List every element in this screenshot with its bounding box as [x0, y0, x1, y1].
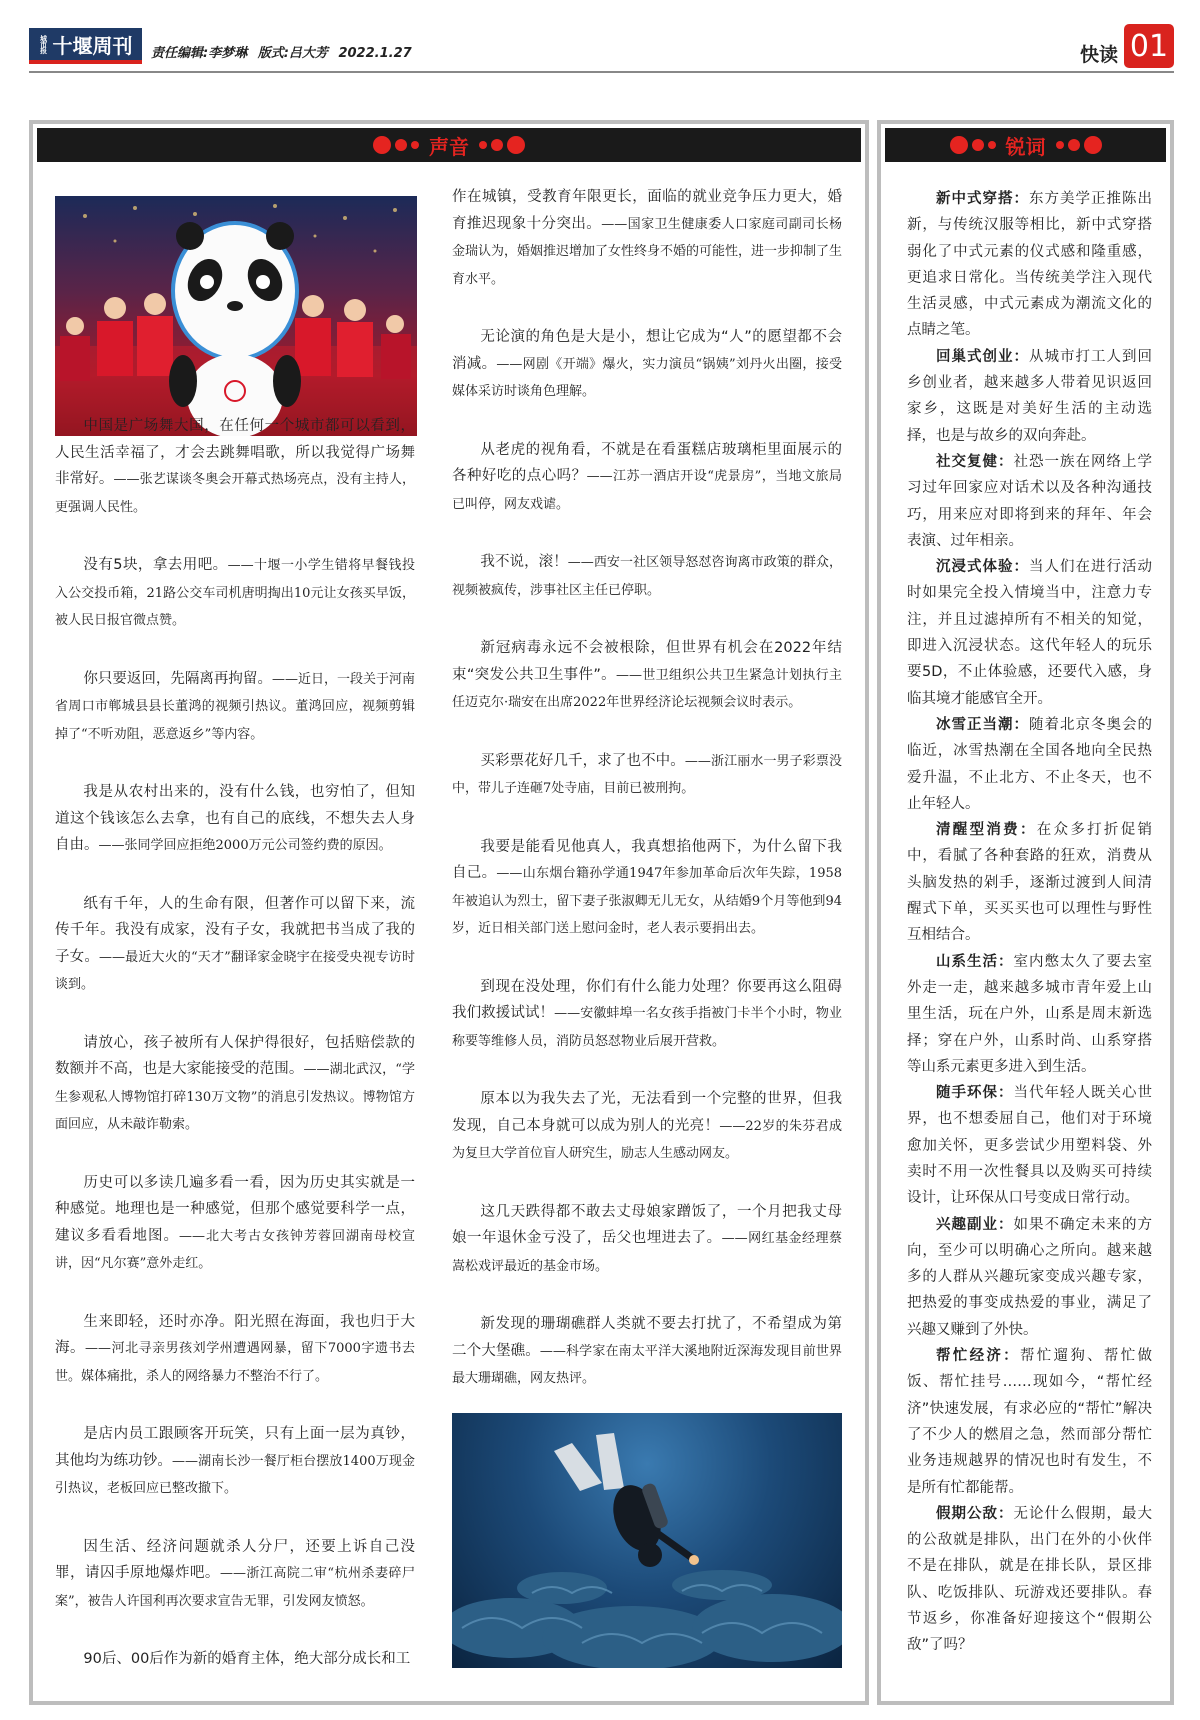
quote-item — [55, 1646, 415, 1674]
keywords-column — [907, 186, 1152, 1659]
quote-text: 买彩票花好几千，求了也不中。 — [480, 752, 685, 769]
quote-item — [452, 1311, 842, 1393]
quote-text: 新冠病毒永远不会被根除，但世界有机会在2022年结束“突发公共卫生事件”。 — [452, 640, 842, 683]
quote-text: 到现在没处理，你们有什么能力处理？你要再这么阻碍我们救援试试！ — [452, 978, 842, 1021]
quote-text: 我不说，滚！ — [480, 554, 568, 570]
keyword-term: 冰雪正当潮： — [936, 716, 1029, 733]
keyword-term: 帮忙经济： — [936, 1348, 1020, 1365]
keyword-text: 东方美学正推陈出新，与传统汉服等相比，新中式穿搭弱化了中式元素的仪式感和隆重感，更追求日常化。当传统美学注入现代生活灵感，中式元素成为潮流文化的点睛之笔。 — [907, 191, 1152, 339]
keyword-text: 当代年轻人既关心世界，也不想委屈自己，他们对于环境愈加关怀，更多尝试少用塑料袋、外卖时不用一次性餐具以及购买可持续设计，让环保从口号变成日常行动。 — [907, 1085, 1152, 1207]
section-name: 快读 — [1079, 44, 1118, 66]
keyword-entry — [907, 712, 1152, 817]
quote-item — [55, 1534, 415, 1616]
keyword-term: 社交复健： — [936, 453, 1014, 470]
quote-source: ——最近大火的“天才”翻译家金晓宇在接受央视专访时谈到。 — [55, 949, 416, 992]
keyword-text: 帮忙遛狗、帮忙做饭、帮忙挂号……现如今，“帮忙经济”快速发展，有求必应的“帮忙”解决了不少人的燃眉之急，然而部分帮忙业务违规越界的情况也时有发生，不是所有忙都能帮。 — [907, 1348, 1153, 1496]
quote-text: 纸有千年，人的生命有限，但著作可以留下来，流传千年。我没有成家，没有子女，我就把书当成了我的子女。 — [55, 895, 415, 965]
keyword-entry — [907, 554, 1152, 712]
keyword-term: 新中式穿搭： — [936, 191, 1029, 207]
quote-item — [452, 184, 842, 293]
quote-text: 中国是广场舞大国，在任何一个城市都可以看到，人民生活幸福了，才会去跳舞唱歌，所以我觉得广场舞非常好。 — [55, 418, 415, 487]
voices-header — [37, 128, 861, 162]
keyword-term: 沉浸式体验： — [936, 559, 1029, 576]
keyword-term: 兴趣副业： — [936, 1216, 1014, 1233]
editor-credit: 责任编辑:李梦琳 — [151, 46, 248, 61]
quote-source: ——浙江丽水一男子彩票没中，带儿子连砸7处寺庙，目前已被刑拘。 — [452, 753, 842, 796]
quote-text: 我是从农村出来的，没有什么钱，也穷怕了，但知道这个钱该怎么去拿，也有自己的底线，不想失去人身自由。 — [55, 784, 415, 853]
quote-source: ——浙江高院二审“杭州杀妻碎尸案”，被告人许国利再次要求宣告无罪，引发网友愤怒。 — [55, 1566, 415, 1609]
credits — [151, 42, 418, 61]
keyword-entry — [907, 1212, 1152, 1343]
quote-text: 作在城镇，受教育年限更长，面临的就业竞争压力更大，婚育推迟现象十分突出。 — [452, 189, 842, 232]
keyword-entry — [907, 344, 1152, 449]
keyword-term: 山系生活： — [936, 953, 1014, 970]
quote-text: 我要是能看见他真人，我真想掐他两下，为什么留下我自己。 — [452, 838, 842, 881]
quote-text: 生来即轻，还时亦净。阳光照在海面，我也归于大海。 — [55, 1313, 415, 1356]
quote-item — [55, 1170, 415, 1278]
masthead — [29, 24, 1174, 72]
keywords-title: 锐词 — [1005, 134, 1046, 159]
quote-item — [55, 779, 415, 860]
quote-text: 90后、00后作为新的婚育主体，绝大部分成长和工 — [83, 1651, 411, 1667]
quote-source: ——世卫组织公共卫生紧急计划执行主任迈克尔·瑞安在出席2022年世界经济论坛视频会议时表示。 — [452, 667, 842, 710]
quote-source: ——湖北武汉，“学生参观私人博物馆打碎130万文物”的消息引发热议。博物馆方面回应，从未敲诈勒索。 — [55, 1062, 415, 1132]
quote-item — [452, 437, 842, 519]
layout-credit: 版式:吕大芳 — [257, 46, 328, 61]
keyword-entry — [907, 817, 1152, 948]
quote-text: 从老虎的视角看，不就是在看蛋糕店玻璃柜里面展示的各种好吃的点心吗？ — [452, 441, 842, 484]
keyword-entry — [907, 449, 1152, 554]
quote-source: ——张同学回应拒绝2000万元公司签约费的原因。 — [98, 838, 392, 853]
quote-item — [452, 1199, 842, 1281]
voices-title: 声音 — [429, 134, 469, 159]
quote-source: ——西安一社区领导怒怼咨询离市政策的群众，视频被疯传，涉事社区主任已停职。 — [452, 555, 842, 598]
header-dots-left-icon — [371, 136, 421, 154]
quote-source: ——江苏一酒店开设“虎景房”，当地文旅局已叫停，网友戏谑。 — [452, 469, 843, 512]
quote-item — [452, 748, 842, 803]
quote-source: ——网剧《开端》爆火，实力演员“锅姨”刘丹火出圈，接受媒体采访时谈角色理解。 — [452, 356, 843, 399]
quote-source: ——张艺谋谈冬奥会开幕式热场亮点，没有主持人，更强调人民性。 — [55, 472, 415, 515]
quote-item — [452, 549, 842, 604]
quote-source: ——山东烟台籍孙学通1947年参加革命后次年失踪，1958年被追认为烈士，留下妻子张淑卿无儿无女，从结婚9个月等他到94岁，近日相关部门送上慰问金时，老人表示要捐出去。 — [452, 866, 843, 936]
keyword-term: 回巢式创业： — [936, 348, 1029, 365]
voices-column-2 — [452, 184, 842, 1424]
quote-text: 你只要返回，先隔离再拘留。 — [83, 670, 272, 687]
quote-source: ——河北寻亲男孩刘学州遭遇网暴，留下7000字遗书去世。媒体痛批，杀人的网络暴力不整治不行了。 — [55, 1341, 416, 1384]
quote-text: 这几天跌得都不敢去丈母娘家蹭饭了，一个月把我丈母娘一年退休金亏没了，岳父也埋进去了。 — [452, 1203, 842, 1246]
quote-item — [55, 1309, 415, 1391]
quote-item — [55, 552, 415, 635]
quote-item — [55, 413, 415, 521]
keyword-entry — [907, 1343, 1152, 1501]
quote-source: ——湖南长沙一餐厅柜台摆放1400万现金引热议，老板回应已整改撤下。 — [55, 1453, 415, 1496]
quote-source: ——科学家在南太平洋大溪地附近深海发现目前世界最大珊瑚礁，网友热评。 — [452, 1343, 842, 1386]
quote-source: ——北大考古女孩钟芳蓉回湖南母校宣讲，因“凡尔赛”意外走红。 — [55, 1228, 415, 1271]
quote-item — [55, 666, 415, 749]
newspaper-logo[interactable] — [29, 28, 142, 64]
masthead-divider — [29, 71, 1174, 73]
keyword-term: 随手环保： — [936, 1085, 1014, 1102]
logo-small-text: 城市报 — [39, 35, 49, 53]
keyword-text: 社恐一族在网络上学习过年回家应对话术以及各种沟通技巧，用来应对即将到来的拜年、年会表演、过年相亲。 — [907, 453, 1152, 549]
quote-text: 历史可以多读几遍多看一看，因为历史其实就是一种感觉。地理也是一种感觉，但那个感觉要科学一点，建议多看看地图。 — [55, 1174, 415, 1244]
keyword-entry — [907, 949, 1152, 1080]
quote-source: ——十堰一小学生错将早餐钱投入公交投币箱，21路公交车司机唐明掏出10元让女孩买早饭，被人民日报官微点赞。 — [55, 558, 415, 628]
header-dots-right-icon — [1054, 136, 1104, 154]
quote-source: ——安徽蚌埠一名女孩手指被门卡半个小时，物业称要等维修人员，消防员怒怼物业后展开营救。 — [452, 1006, 842, 1049]
quote-text: 是店内员工跟顾客开玩笑，只有上面一层为真钞，其他均为练功钞。 — [55, 1426, 415, 1469]
quote-text: 没有5块，拿去用吧。 — [83, 557, 228, 573]
keyword-text: 无论什么假期，最大的公敌就是排队，出门在外的小伙伴不是在排队，就是在排长队，景区排队、吃饭排队、玩游戏还要排队。春节返乡，你准备好迎接这个“假期公敌”了吗？ — [907, 1505, 1152, 1654]
quote-text: 原本以为我失去了光，无法看到一个完整的世界，但我发现，自己本身就可以成为别人的光亮！ — [452, 1091, 842, 1134]
keyword-text: 当人们在进行活动时如果完全投入情境当中，注意力专注，并且过滤掉所有不相关的知觉，即进入沉浸状态。这代年轻人的玩乐要5D，不止体验感，还要代入感，身临其境才能感官全开。 — [907, 559, 1152, 707]
voices-column-1 — [55, 413, 415, 1705]
keyword-term: 假期公敌： — [936, 1505, 1014, 1522]
mascot-stage-photo[interactable] — [55, 196, 417, 436]
quote-text: 新发现的珊瑚礁群人类就不要去打扰了，不希望成为第二个大堡礁。 — [452, 1316, 842, 1359]
quote-text: 因生活、经济问题就杀人分尸，还要上诉自己没罪，请囚手原地爆炸吧。 — [55, 1538, 415, 1581]
quote-item — [452, 635, 842, 717]
quote-item — [452, 974, 842, 1056]
keyword-text: 如果不确定未来的方向，至少可以明确心之所向。越来越多的人群从兴趣玩家变成兴趣专家，把热爱的事变成热爱的事业，满足了兴趣又赚到了外快。 — [907, 1216, 1152, 1338]
quote-item — [55, 1421, 415, 1503]
quote-text: 无论演的角色是大是小，想让它成为“人”的愿望都不会消减。 — [452, 329, 842, 372]
header-dots-left-icon — [948, 136, 998, 154]
quote-item — [55, 1030, 415, 1139]
quote-text: 请放心，孩子被所有人保护得很好，包括赔偿款的数额并不高，也是大家能接受的范围。 — [55, 1034, 415, 1077]
issue-date: 2022.1.27 — [338, 46, 412, 61]
quote-source: ——近日，一段关于河南省周口市郸城县县长董鸿的视频引热议。董鸿回应，视频剪辑掉了“不听劝阻，恶意返乡”等内容。 — [55, 671, 415, 742]
logo-text: 十堰周刊 — [52, 33, 133, 58]
page-number: 01 — [1124, 24, 1174, 68]
quote-source: ——22岁的朱芬君成为复旦大学首位盲人研究生，励志人生感动网友。 — [452, 1118, 842, 1161]
keywords-header — [885, 128, 1166, 162]
header-dots-right-icon — [477, 136, 527, 154]
keyword-entry — [907, 1080, 1152, 1211]
quote-item — [55, 891, 415, 999]
keyword-text: 随着北京冬奥会的临近，冰雪热潮在全国各地向全民热爱升温，不止北方、不止冬天，也不止年轻人。 — [907, 716, 1152, 812]
quote-item — [452, 1086, 842, 1168]
coral-reef-diver-photo[interactable] — [452, 1413, 842, 1668]
quote-item — [452, 324, 842, 406]
keyword-text: 在众多打折促销中，看腻了各种套路的狂欢，消费从头脑发热的剁手，逐渐过渡到人间清醒式下单，买买买也可以理性与野性互相结合。 — [907, 822, 1152, 944]
keyword-term: 清醒型消费： — [936, 822, 1037, 839]
quote-source: ——国家卫生健康委人口家庭司副司长杨金瑞认为，婚姻推迟增加了女性终身不婚的可能性，进一步抑制了生育水平。 — [452, 216, 843, 287]
keyword-entry — [907, 1501, 1152, 1659]
keyword-text: 从城市打工人到回乡创业者，越来越多人带着见识返回家乡，这既是对美好生活的主动选择，也是与故乡的双向奔赴。 — [907, 348, 1152, 444]
quote-item — [452, 834, 842, 943]
keyword-entry — [907, 186, 1152, 344]
keyword-text: 室内憋太久了要去室外走一走，越来越多城市青年爱上山里生活，玩在户外，山系是周末新选择；穿在户外，山系时尚、山系穿搭等山系元素更多进入到生活。 — [907, 953, 1152, 1075]
quote-source: ——网红基金经理蔡嵩松戏评最近的基金市场。 — [452, 1231, 842, 1274]
